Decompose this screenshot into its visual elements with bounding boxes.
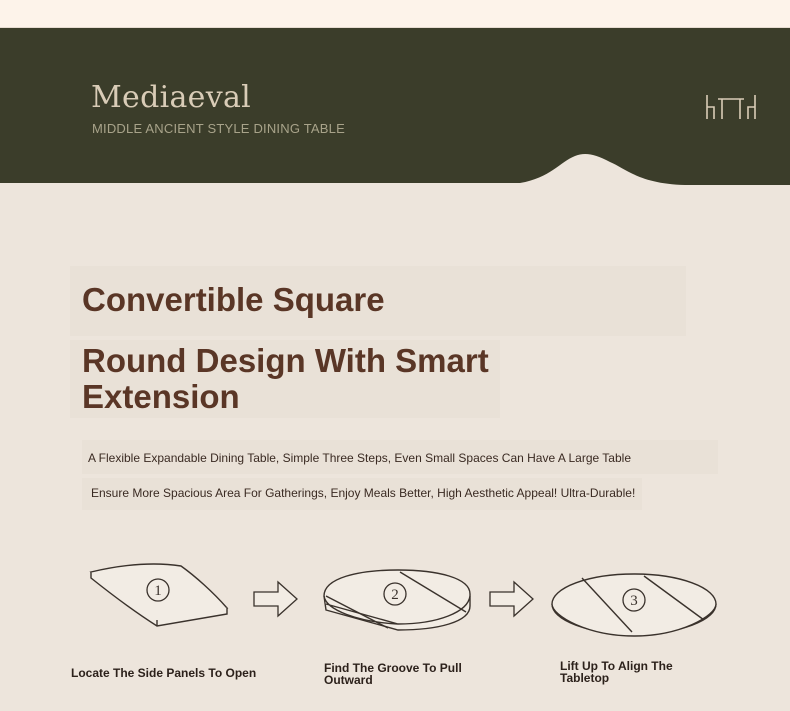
top-strip xyxy=(0,0,790,28)
headline-line-2: Round Design With Smart Extension xyxy=(82,342,489,415)
arrow-right-icon xyxy=(252,580,300,618)
step-2-caption: Find The Groove To Pull Outward xyxy=(324,661,462,687)
dining-table-chairs-icon xyxy=(704,93,758,121)
step-1-number: 1 xyxy=(154,583,162,599)
headline-line-1: Convertible Square xyxy=(82,281,385,318)
step-1-table-icon xyxy=(85,562,235,632)
brand-name: Mediaeval xyxy=(91,80,252,115)
description-1: A Flexible Expandable Dining Table, Simple Three Steps, Even Small Spaces Can Have A Large Table xyxy=(88,451,631,465)
step-3-caption: Lift Up To Align The Tabletop xyxy=(560,659,673,685)
arrow-right-icon-2 xyxy=(488,580,536,618)
step-1-caption: Locate The Side Panels To Open xyxy=(71,666,257,680)
brand-subtitle: MIDDLE ANCIENT STYLE DINING TABLE xyxy=(92,121,345,136)
step-3-table-icon xyxy=(548,570,720,642)
step-2-number: 2 xyxy=(391,587,399,603)
description-2: Ensure More Spacious Area For Gatherings, Enjoy Meals Better, High Aesthetic Appeal! Ultra-Durable! xyxy=(91,486,636,500)
step-3-number: 3 xyxy=(630,593,638,609)
step-2-table-icon xyxy=(318,566,476,638)
